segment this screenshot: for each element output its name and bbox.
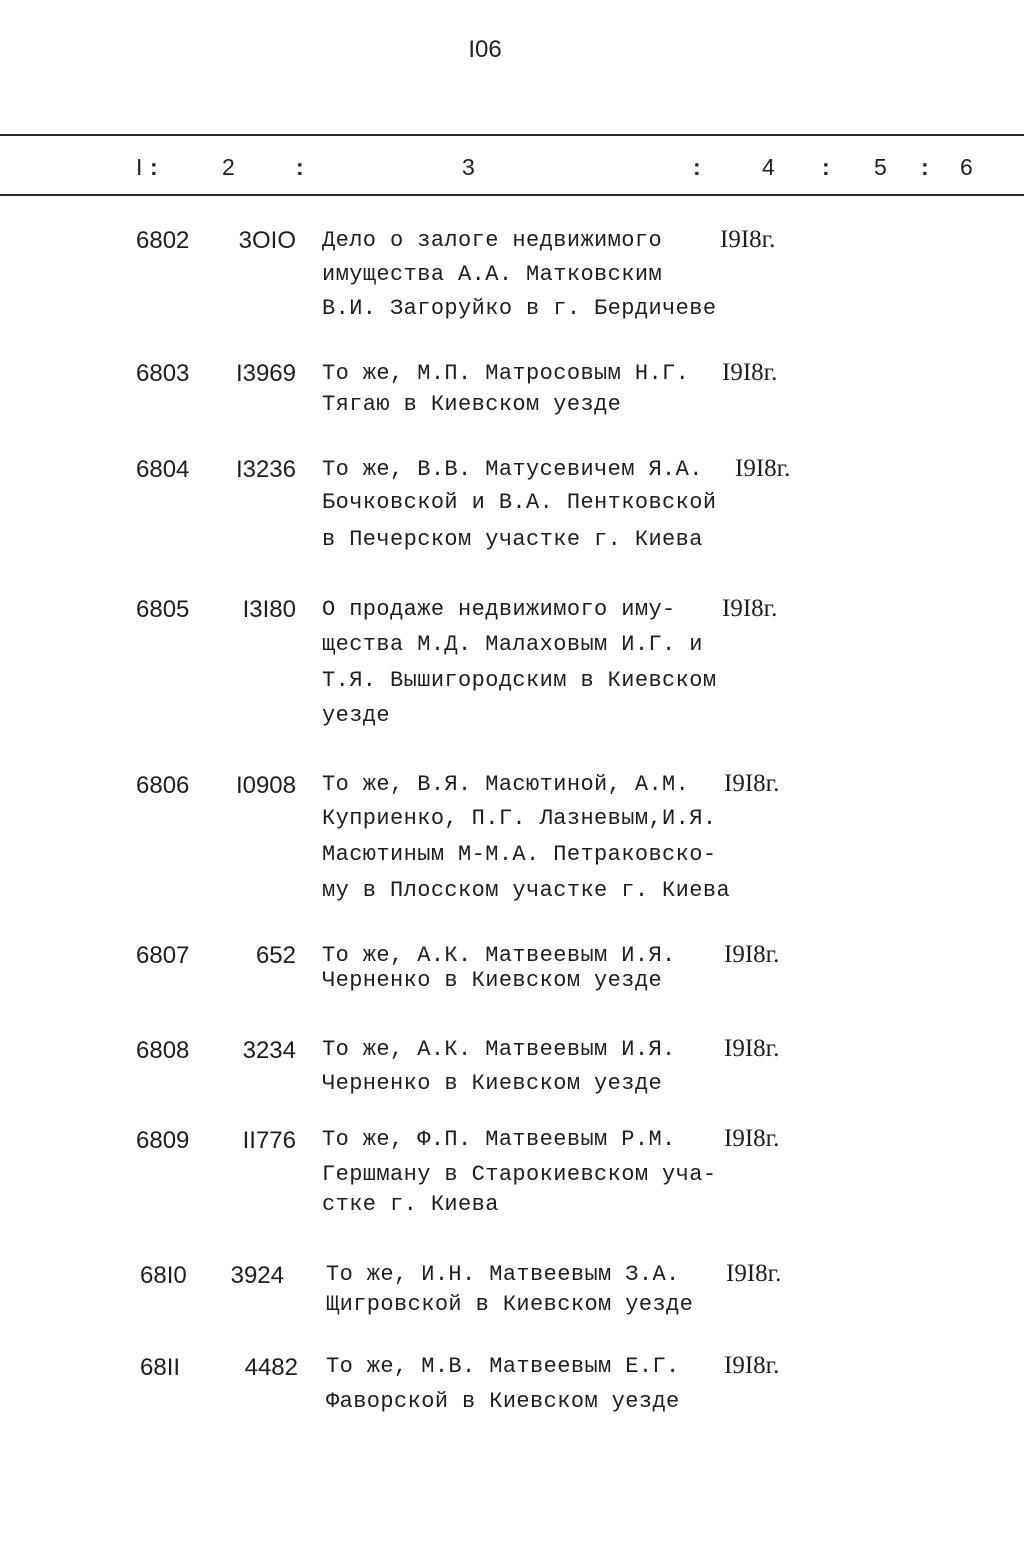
column-header-1: I [136, 154, 143, 180]
entry-number: 6805 [136, 596, 190, 623]
column-header-5: 5 [874, 154, 887, 180]
column-separator: : [822, 154, 830, 180]
description-line: То же, М.П. Матросовым Н.Г. [322, 361, 690, 386]
entry-number: 6802 [136, 227, 190, 254]
old-number: I3I80 [242, 596, 296, 623]
column-separator: : [693, 154, 701, 180]
column-header-3: 3 [462, 154, 475, 180]
description-line: Черненко в Киевском уезде [322, 1071, 663, 1096]
year: I9I8г. [724, 1035, 780, 1062]
description-line: Куприенко, П.Г. Лазневым,И.Я. [322, 806, 717, 831]
entry-number: 6804 [136, 456, 190, 483]
column-header-4: 4 [762, 154, 775, 180]
entry-number: 6807 [136, 942, 190, 969]
column-header-2: 2 [222, 154, 235, 180]
column-separator: : [921, 154, 929, 180]
entry-number: 6806 [136, 772, 190, 799]
description-line: То же, В.В. Матусевичем Я.А. [322, 457, 703, 482]
year: I9I8г. [724, 770, 780, 797]
description-line: щества М.Д. Малаховым И.Г. и [322, 632, 703, 657]
old-number: I0908 [235, 772, 296, 799]
year: I9I8г. [724, 941, 780, 968]
column-separator: : [296, 154, 304, 180]
entry-number: 68I0 [140, 1262, 187, 1289]
old-number: 652 [255, 942, 296, 969]
old-number: I3969 [235, 360, 296, 387]
description-line: Масютиным М-М.А. Петраковско- [322, 842, 717, 867]
year: I9I8г. [735, 455, 791, 482]
year: I9I8г. [724, 1125, 780, 1152]
description-line: му в Плосском участке г. Киева [322, 878, 731, 903]
year: I9I8г. [726, 1260, 782, 1287]
year: I9I8г. [722, 595, 778, 622]
description-line: То же, А.К. Матвеевым И.Я. [322, 1037, 676, 1062]
description-line: стке г. Киева [322, 1192, 499, 1217]
description-line: То же, М.В. Матвеевым Е.Г. [326, 1354, 680, 1379]
old-number: II776 [242, 1127, 296, 1154]
old-number: 3OIO [238, 227, 296, 254]
description-line: Т.Я. Вышигородским в Киевском [322, 668, 717, 693]
description-line: Гершману в Старокиевском уча- [322, 1162, 717, 1187]
description-line: в Печерском участке г. Киева [322, 527, 703, 552]
old-number: 4482 [244, 1354, 298, 1381]
description-line: То же, В.Я. Масютиной, А.М. [322, 772, 690, 797]
entry-number: 6803 [136, 360, 190, 387]
description-line: Щигровской в Киевском уезде [326, 1292, 694, 1317]
column-separator: : [150, 154, 158, 180]
description-line: В.И. Загоруйко в г. Бердичеве [322, 296, 717, 321]
table-header-top-rule [0, 134, 1024, 136]
description-line: Бочковской и В.А. Пентковской [322, 490, 717, 515]
description-line: То же, А.К. Матвеевым И.Я. [322, 943, 676, 968]
description-line: То же, Ф.П. Матвеевым Р.М. [322, 1127, 676, 1152]
description-line: имущества А.А. Матковским [322, 262, 663, 287]
old-number: 3924 [230, 1262, 284, 1289]
description-line: О продаже недвижимого иму- [322, 597, 676, 622]
column-header-6: 6 [960, 154, 973, 180]
year: I9I8г. [722, 359, 778, 386]
description-line: уезде [322, 703, 391, 728]
year: I9I8г. [724, 1352, 780, 1379]
description-line: Тягаю в Киевском уезде [322, 392, 622, 417]
table-header-bottom-rule [0, 194, 1024, 196]
old-number: I3236 [235, 456, 296, 483]
description-line: Черненко в Киевском уезде [322, 968, 663, 993]
description-line: Дело о залоге недвижимого [322, 228, 663, 253]
page-number: I06 [468, 36, 502, 63]
entry-number: 6808 [136, 1037, 190, 1064]
description-line: То же, И.Н. Матвеевым З.А. [326, 1262, 680, 1287]
year: I9I8г. [720, 226, 776, 253]
entry-number: 6809 [136, 1127, 190, 1154]
entry-number: 68II [140, 1354, 181, 1381]
description-line: Фаворской в Киевском уезде [326, 1389, 680, 1414]
old-number: 3234 [242, 1037, 296, 1064]
